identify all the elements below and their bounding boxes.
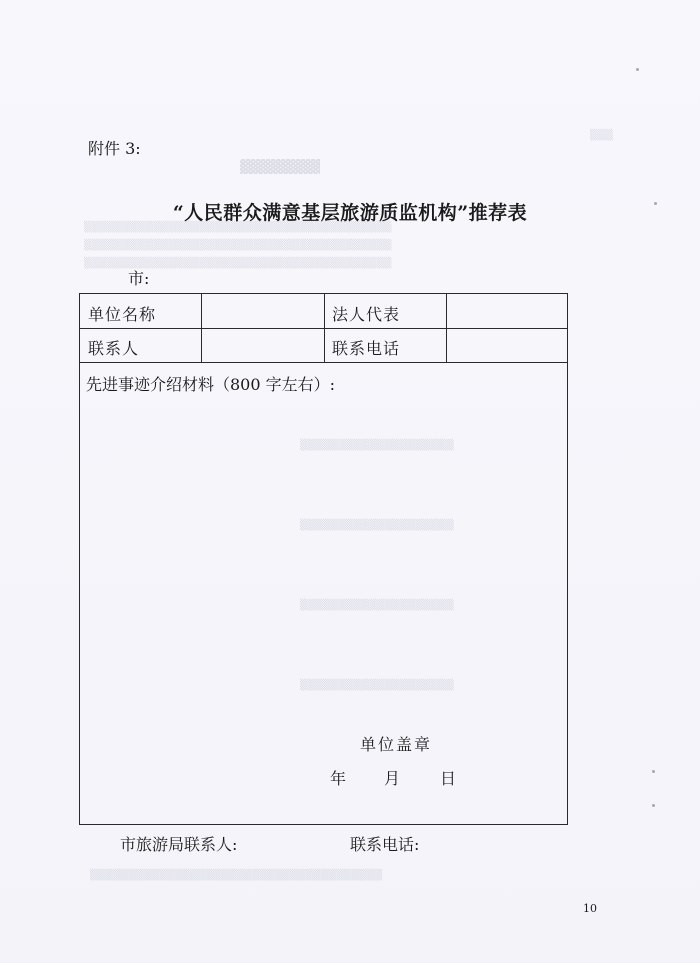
bleed-through-marks: ▒▒▒▒▒▒▒▒▒▒▒▒▒▒▒▒▒▒▒▒▒▒▒▒▒▒▒▒▒▒▒▒▒▒▒▒▒▒▒▒	[84, 240, 392, 251]
row-divider	[80, 362, 567, 363]
bleed-through-marks: ▓▓▓▓▓▓▓▓	[240, 160, 320, 175]
column-divider	[201, 294, 202, 362]
bleed-through-marks: ▒▒▒▒▒▒▒▒▒▒▒▒▒▒▒▒▒▒▒▒	[300, 520, 454, 531]
unit-name-label: 单位名称	[88, 305, 157, 324]
bureau-contact-label: 市旅游局联系人:	[120, 835, 238, 854]
bleed-through-marks: ▒▒▒▒▒▒▒▒▒▒▒▒▒▒▒▒▒▒▒▒	[300, 600, 454, 611]
legal-rep-label: 法人代表	[332, 305, 401, 324]
recommendation-form	[79, 293, 568, 825]
column-divider	[446, 294, 447, 362]
scan-speck	[636, 68, 639, 71]
contact-phone-field[interactable]	[452, 336, 560, 358]
bleed-through-marks: ▒▒▒▒▒▒▒▒▒▒▒▒▒▒▒▒▒▒▒▒▒▒▒▒▒▒▒▒▒▒▒▒▒▒▒▒▒▒	[90, 870, 383, 881]
contact-field[interactable]	[206, 336, 318, 358]
attachment-label: 附件 3:	[88, 139, 141, 158]
seal-label: 单位盖章	[360, 735, 433, 754]
date-day-label: 日	[440, 769, 457, 788]
document-title: “人民群众满意基层旅游质监机构”推荐表	[172, 202, 528, 224]
bleed-through-marks: ▒▒▒▒▒▒▒▒▒▒▒▒▒▒▒▒▒▒▒▒▒▒▒▒▒▒▒▒▒▒▒▒▒▒▒▒▒▒▒▒	[84, 222, 392, 233]
city-label: 市:	[128, 269, 150, 288]
bleed-through-marks: ▒▒▒	[590, 130, 614, 141]
contact-phone-label: 联系电话	[332, 339, 401, 358]
bleed-through-marks: ▒▒▒▒▒▒▒▒▒▒▒▒▒▒▒▒▒▒▒▒	[300, 680, 454, 691]
contact-label: 联系人	[88, 339, 140, 358]
legal-rep-field[interactable]	[452, 302, 560, 324]
page-number: 10	[583, 902, 597, 915]
scan-speck	[652, 770, 655, 773]
scan-speck	[652, 804, 655, 807]
unit-name-field[interactable]	[206, 302, 318, 324]
bleed-through-marks: ▒▒▒▒▒▒▒▒▒▒▒▒▒▒▒▒▒▒▒▒	[300, 440, 454, 451]
date-year-label: 年	[330, 769, 347, 788]
date-month-label: 月	[384, 769, 401, 788]
bleed-through-marks: ▒▒▒▒▒▒▒▒▒▒▒▒▒▒▒▒▒▒▒▒▒▒▒▒▒▒▒▒▒▒▒▒▒▒▒▒▒▒▒▒	[84, 258, 392, 269]
bureau-phone-label: 联系电话:	[350, 835, 420, 854]
column-divider	[324, 294, 325, 362]
materials-label: 先进事迹介绍材料（800 字左右）:	[86, 375, 336, 394]
